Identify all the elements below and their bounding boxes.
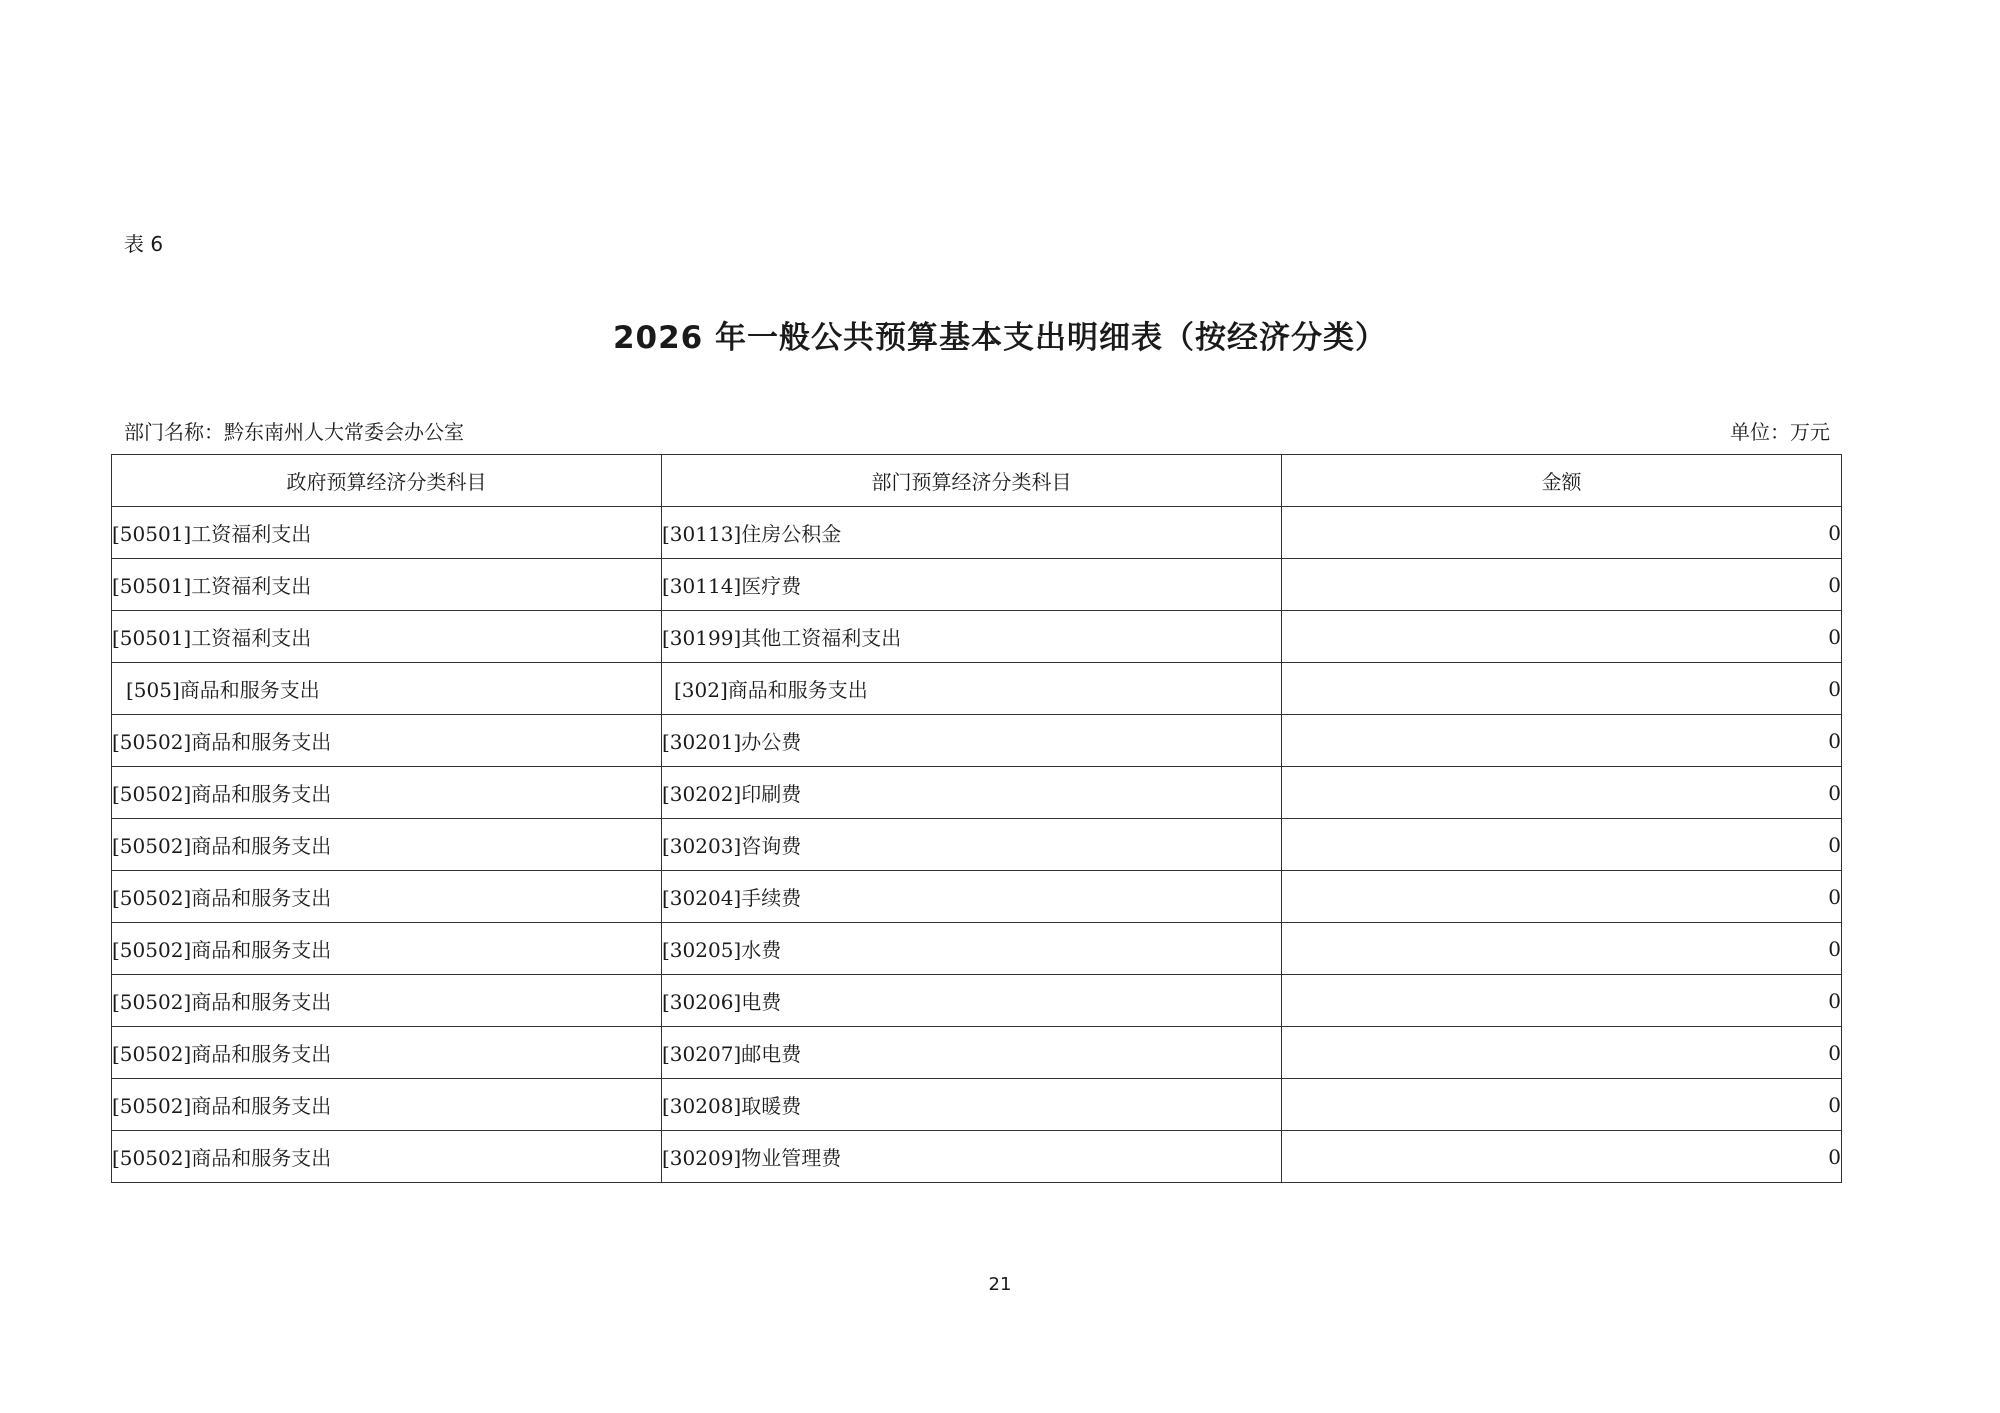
table-row [112, 767, 1842, 819]
table-row [112, 923, 1842, 975]
gov-category-cell: [50501]工资福利支出 [112, 559, 662, 611]
gov-category-cell: [50502]商品和服务支出 [112, 767, 662, 819]
gov-category-cell: [50502]商品和服务支出 [112, 715, 662, 767]
dept-category-cell: [30113]住房公积金 [662, 507, 1282, 559]
dept-category-cell: [30209]物业管理费 [662, 1131, 1282, 1183]
budget-detail-table [111, 454, 1842, 1183]
amount-cell: 0 [1282, 1027, 1842, 1079]
table-row [112, 1027, 1842, 1079]
amount-cell: 0 [1282, 715, 1842, 767]
amount-cell: 0 [1282, 975, 1842, 1027]
dept-category-cell: [30207]邮电费 [662, 1027, 1282, 1079]
table-row [112, 611, 1842, 663]
column-header-dept-category: 部门预算经济分类科目 [662, 455, 1282, 507]
dept-category-cell: [30205]水费 [662, 923, 1282, 975]
amount-cell: 0 [1282, 923, 1842, 975]
gov-category-cell: [50502]商品和服务支出 [112, 1027, 662, 1079]
gov-category-cell: [50501]工资福利支出 [112, 611, 662, 663]
table-row [112, 507, 1842, 559]
gov-category-cell: [50502]商品和服务支出 [112, 923, 662, 975]
table-row [112, 663, 1842, 715]
amount-cell: 0 [1282, 507, 1842, 559]
gov-category-cell: [50501]工资福利支出 [112, 507, 662, 559]
table-header-row [112, 455, 1842, 507]
table-row [112, 1079, 1842, 1131]
table-row [112, 975, 1842, 1027]
column-header-amount: 金额 [1282, 455, 1842, 507]
amount-cell: 0 [1282, 663, 1842, 715]
gov-category-cell: [505]商品和服务支出 [112, 663, 662, 715]
table-row [112, 819, 1842, 871]
dept-category-cell: [30208]取暖费 [662, 1079, 1282, 1131]
dept-category-cell: [30206]电费 [662, 975, 1282, 1027]
table-meta-row [124, 416, 1830, 445]
amount-cell: 0 [1282, 1131, 1842, 1183]
table-row [112, 559, 1842, 611]
document-title: 2026 年一般公共预算基本支出明细表（按经济分类） [612, 320, 1388, 356]
gov-category-cell: [50502]商品和服务支出 [112, 819, 662, 871]
table-row [112, 871, 1842, 923]
table-row [112, 1131, 1842, 1183]
department-name: 部门名称：黔东南州人大常委会办公室 [124, 420, 464, 444]
gov-category-cell: [50502]商品和服务支出 [112, 1131, 662, 1183]
dept-category-cell: [302]商品和服务支出 [662, 663, 1282, 715]
dept-category-cell: [30202]印刷费 [662, 767, 1282, 819]
amount-cell: 0 [1282, 559, 1842, 611]
amount-cell: 0 [1282, 1079, 1842, 1131]
unit-label: 单位：万元 [1730, 420, 1830, 444]
amount-cell: 0 [1282, 871, 1842, 923]
dept-category-cell: [30203]咨询费 [662, 819, 1282, 871]
column-header-gov-category: 政府预算经济分类科目 [112, 455, 662, 507]
gov-category-cell: [50502]商品和服务支出 [112, 1079, 662, 1131]
dept-category-cell: [30114]医疗费 [662, 559, 1282, 611]
gov-category-cell: [50502]商品和服务支出 [112, 871, 662, 923]
gov-category-cell: [50502]商品和服务支出 [112, 975, 662, 1027]
amount-cell: 0 [1282, 819, 1842, 871]
amount-cell: 0 [1282, 767, 1842, 819]
dept-category-cell: [30204]手续费 [662, 871, 1282, 923]
table-number-label: 表 6 [124, 232, 164, 256]
dept-category-cell: [30201]办公费 [662, 715, 1282, 767]
page-number: 21 [988, 1274, 1012, 1295]
dept-category-cell: [30199]其他工资福利支出 [662, 611, 1282, 663]
amount-cell: 0 [1282, 611, 1842, 663]
table-row [112, 715, 1842, 767]
table-body [112, 507, 1842, 1183]
